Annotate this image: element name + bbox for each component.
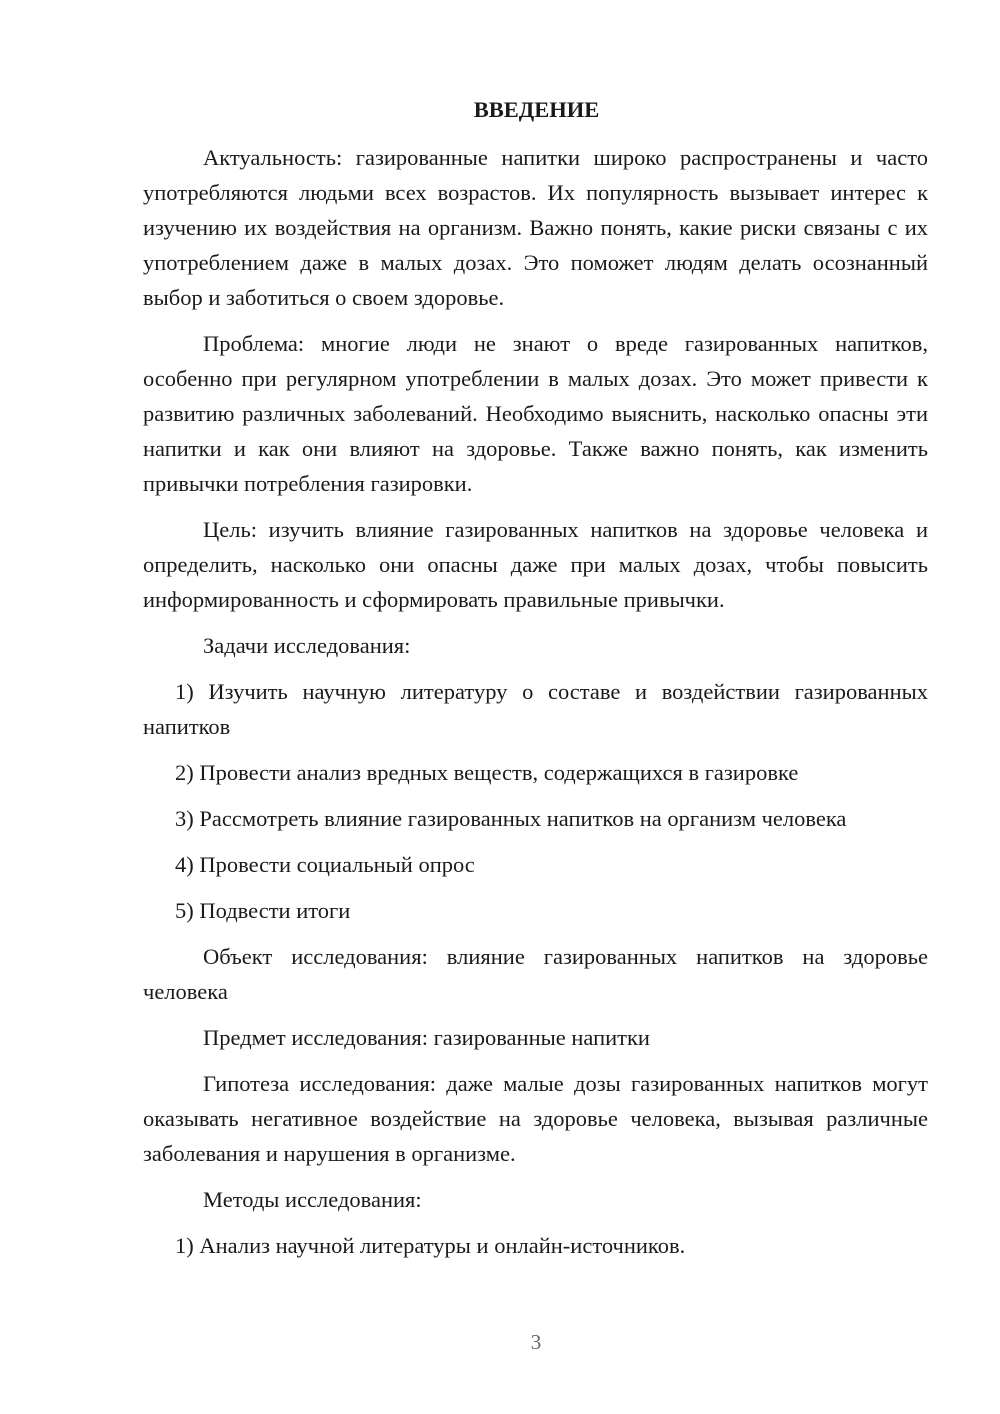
task-item-4: 4) Провести социальный опрос	[175, 852, 475, 877]
subject-paragraph: Предмет исследования: газированные напитки	[203, 1025, 650, 1050]
tasks-title: Задачи исследования:	[203, 633, 411, 658]
task-item-1: 1) Изучить научную литературу о составе и воздействии газированных напитков	[143, 679, 928, 739]
method-item-1: 1) Анализ научной литературы и онлайн-источников.	[175, 1233, 686, 1258]
hypothesis-paragraph: Гипотеза исследования: даже малые дозы газированных напитков могут оказывать негативное воздействие на здоровье человека, вызывая различные заболевания и нарушения в организме.	[143, 1071, 928, 1166]
document-page	[143, 90, 928, 1274]
methods-title: Методы исследования:	[203, 1187, 422, 1212]
relevance-paragraph: Актуальность: газированные напитки широко распространены и часто употребляются людьми всех возрастов. Их популярность вызывает интерес к изучению их воздействия на организм. Важно понять, какие риски связаны с их употреблением даже в малых дозах. Это поможет людям делать осознанный выбор и заботиться о своем здоровье.	[143, 145, 928, 310]
section-heading: ВВЕДЕНИЕ	[473, 97, 600, 122]
page-number: 3	[530, 1330, 542, 1354]
problem-paragraph: Проблема: многие люди не знают о вреде газированных напитков, особенно при регулярном употреблении в малых дозах. Это может привести к развитию различных заболеваний. Необходимо выяснить, насколько опасны эти напитки и как они влияют на здоровье. Также важно понять, как изменить привычки потребления газировки.	[143, 331, 928, 496]
task-item-2: 2) Провести анализ вредных веществ, содержащихся в газировке	[175, 760, 799, 785]
task-item-3: 3) Рассмотреть влияние газированных напитков на организм человека	[175, 806, 847, 831]
object-paragraph: Объект исследования: влияние газированных напитков на здоровье человека	[143, 944, 928, 1004]
goal-paragraph: Цель: изучить влияние газированных напитков на здоровье человека и определить, насколько они опасны даже при малых дозах, чтобы повысить информированность и сформировать правильные привычки.	[143, 517, 928, 612]
task-item-5: 5) Подвести итоги	[175, 898, 351, 923]
